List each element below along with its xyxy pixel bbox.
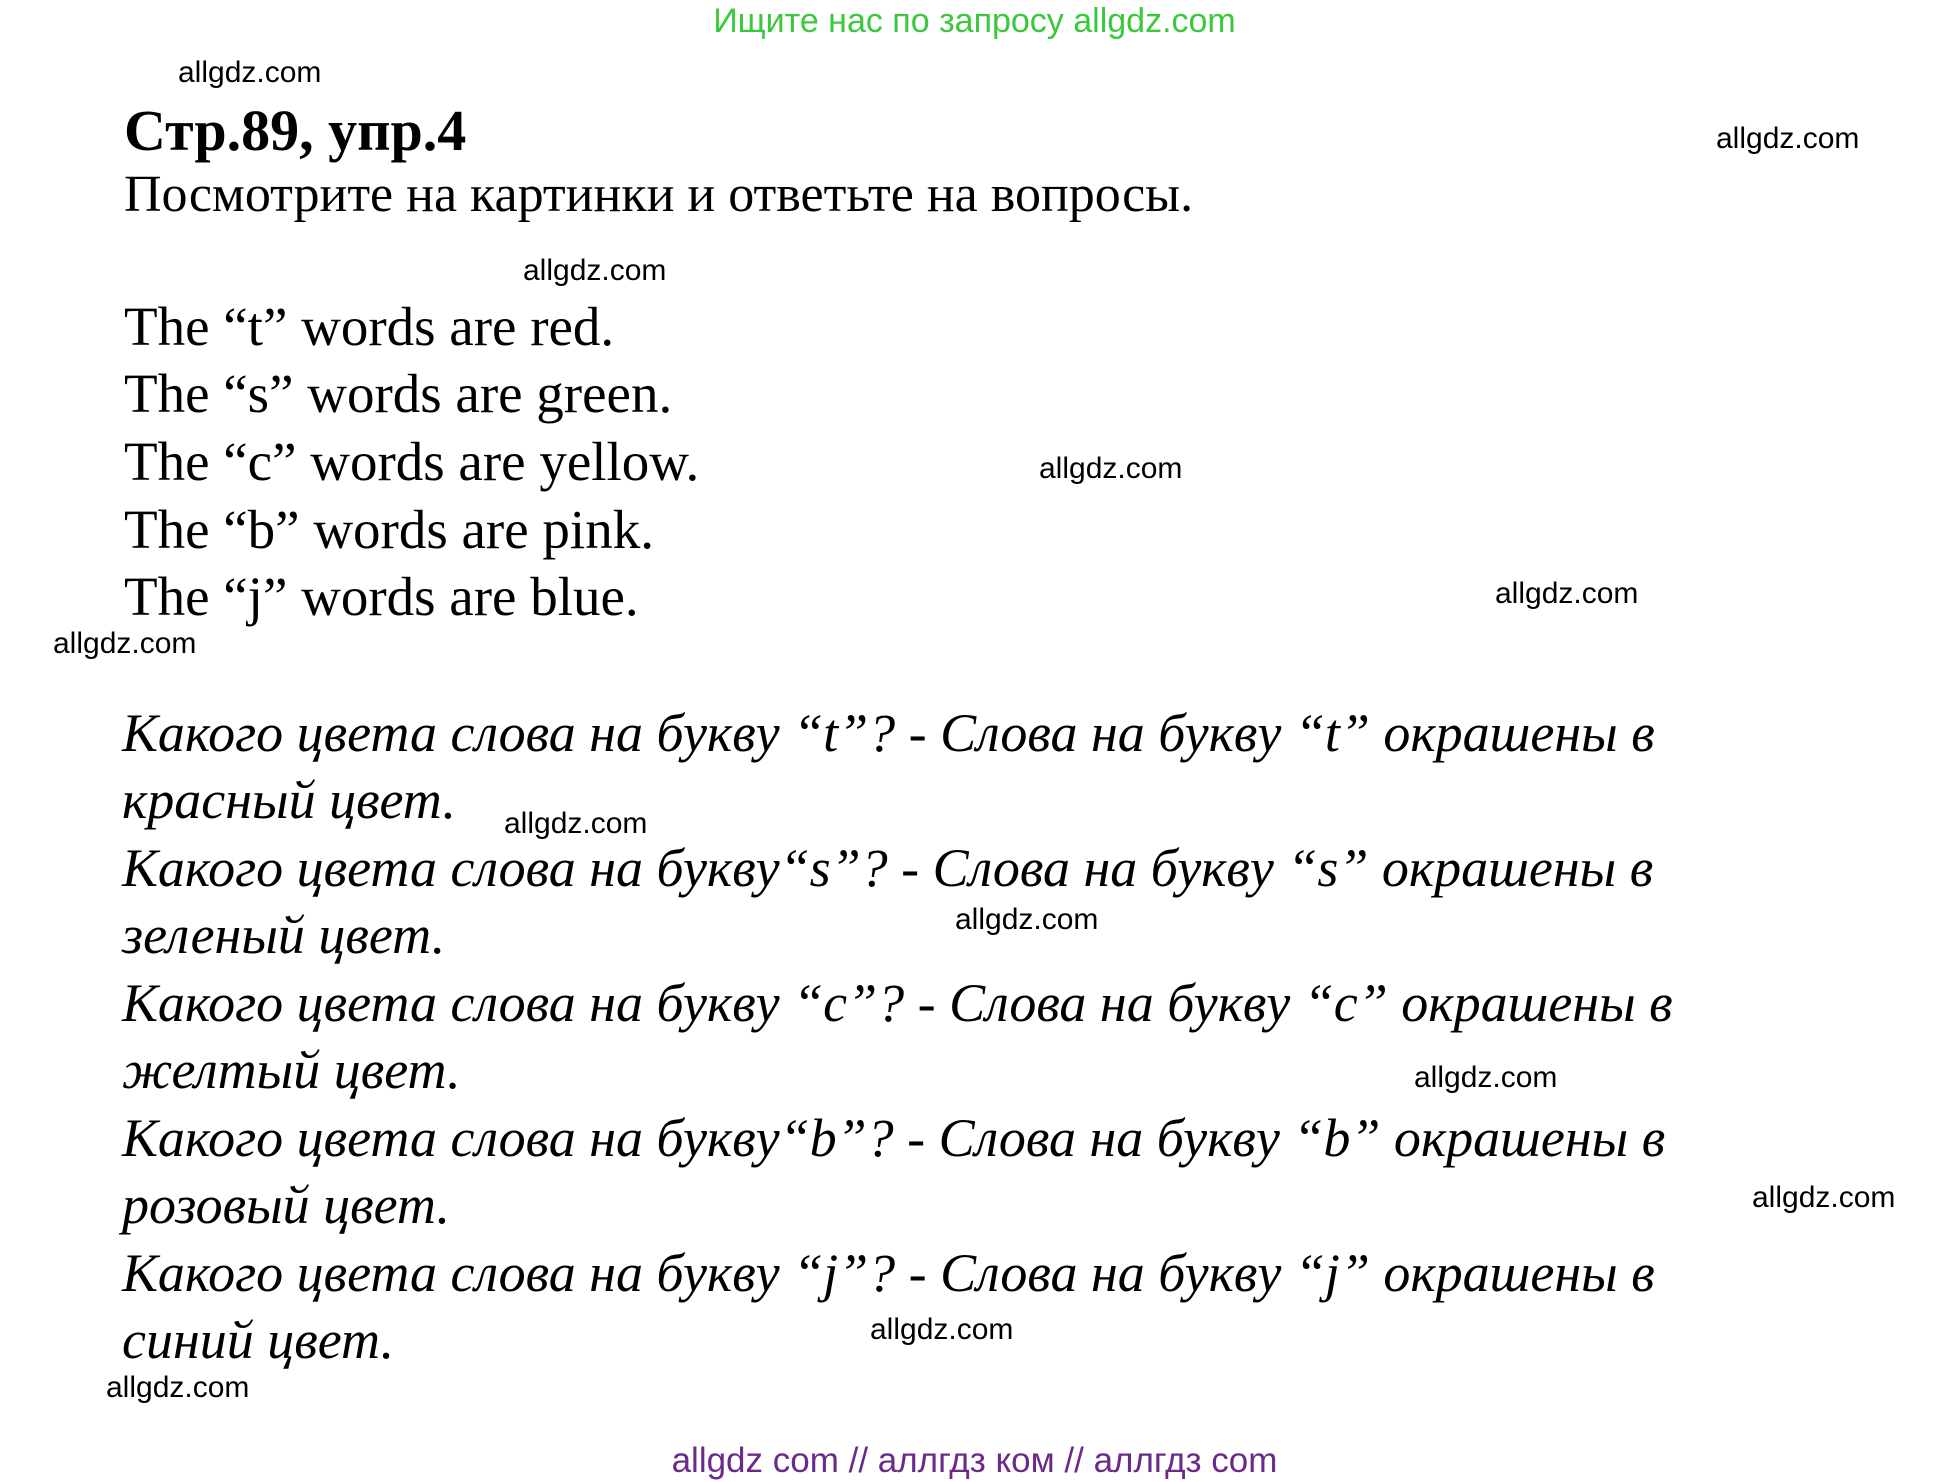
qa-line: красный цвет. [122, 770, 456, 830]
site-banner-bottom: allgdz com // аллгдз ком // аллгдз com [671, 1441, 1278, 1480]
qa-line: Какого цвета слова на букву“s”? - Слова на букву “s” окрашены в [122, 838, 1654, 898]
instruction-text: Посмотрите на картинки и ответьте на вопросы. [124, 166, 1194, 223]
answer-line: The “c” words are yellow. [124, 431, 700, 492]
answer-line: The “s” words are green. [124, 363, 673, 424]
watermark: allgdz.com [504, 807, 648, 840]
answer-line: The “t” words are red. [124, 296, 615, 357]
watermark: allgdz.com [1414, 1061, 1558, 1094]
watermark: allgdz.com [106, 1371, 250, 1404]
watermark: allgdz.com [870, 1313, 1014, 1346]
answer-line: The “b” words are pink. [124, 499, 654, 560]
watermark: allgdz.com [178, 56, 322, 89]
watermark: allgdz.com [523, 254, 667, 287]
qa-line: Какого цвета слова на букву “c”? - Слова на букву “c” окрашены в [122, 973, 1673, 1033]
watermark: allgdz.com [53, 627, 197, 660]
watermark: allgdz.com [1716, 122, 1860, 155]
qa-line: синий цвет. [122, 1310, 395, 1370]
answer-line: The “j” words are blue. [124, 566, 639, 627]
watermark: allgdz.com [1495, 577, 1639, 610]
page-title: Стр.89, упр.4 [124, 98, 467, 163]
watermark: allgdz.com [1039, 452, 1183, 485]
qa-line: желтый цвет. [122, 1040, 461, 1100]
qa-line: Какого цвета слова на букву“b”? - Слова на букву “b” окрашены в [122, 1108, 1666, 1168]
watermark: allgdz.com [1752, 1181, 1896, 1214]
qa-line: Какого цвета слова на букву “j”? - Слова на букву “j” окрашены в [122, 1243, 1655, 1303]
qa-line: Какого цвета слова на букву “t”? - Слова на букву “t” окрашены в [122, 703, 1655, 763]
qa-line: зеленый цвет. [122, 905, 446, 965]
site-banner-top: Ищите нас по запросу allgdz.com [713, 2, 1236, 40]
qa-line: розовый цвет. [122, 1175, 451, 1235]
watermark: allgdz.com [955, 903, 1099, 936]
